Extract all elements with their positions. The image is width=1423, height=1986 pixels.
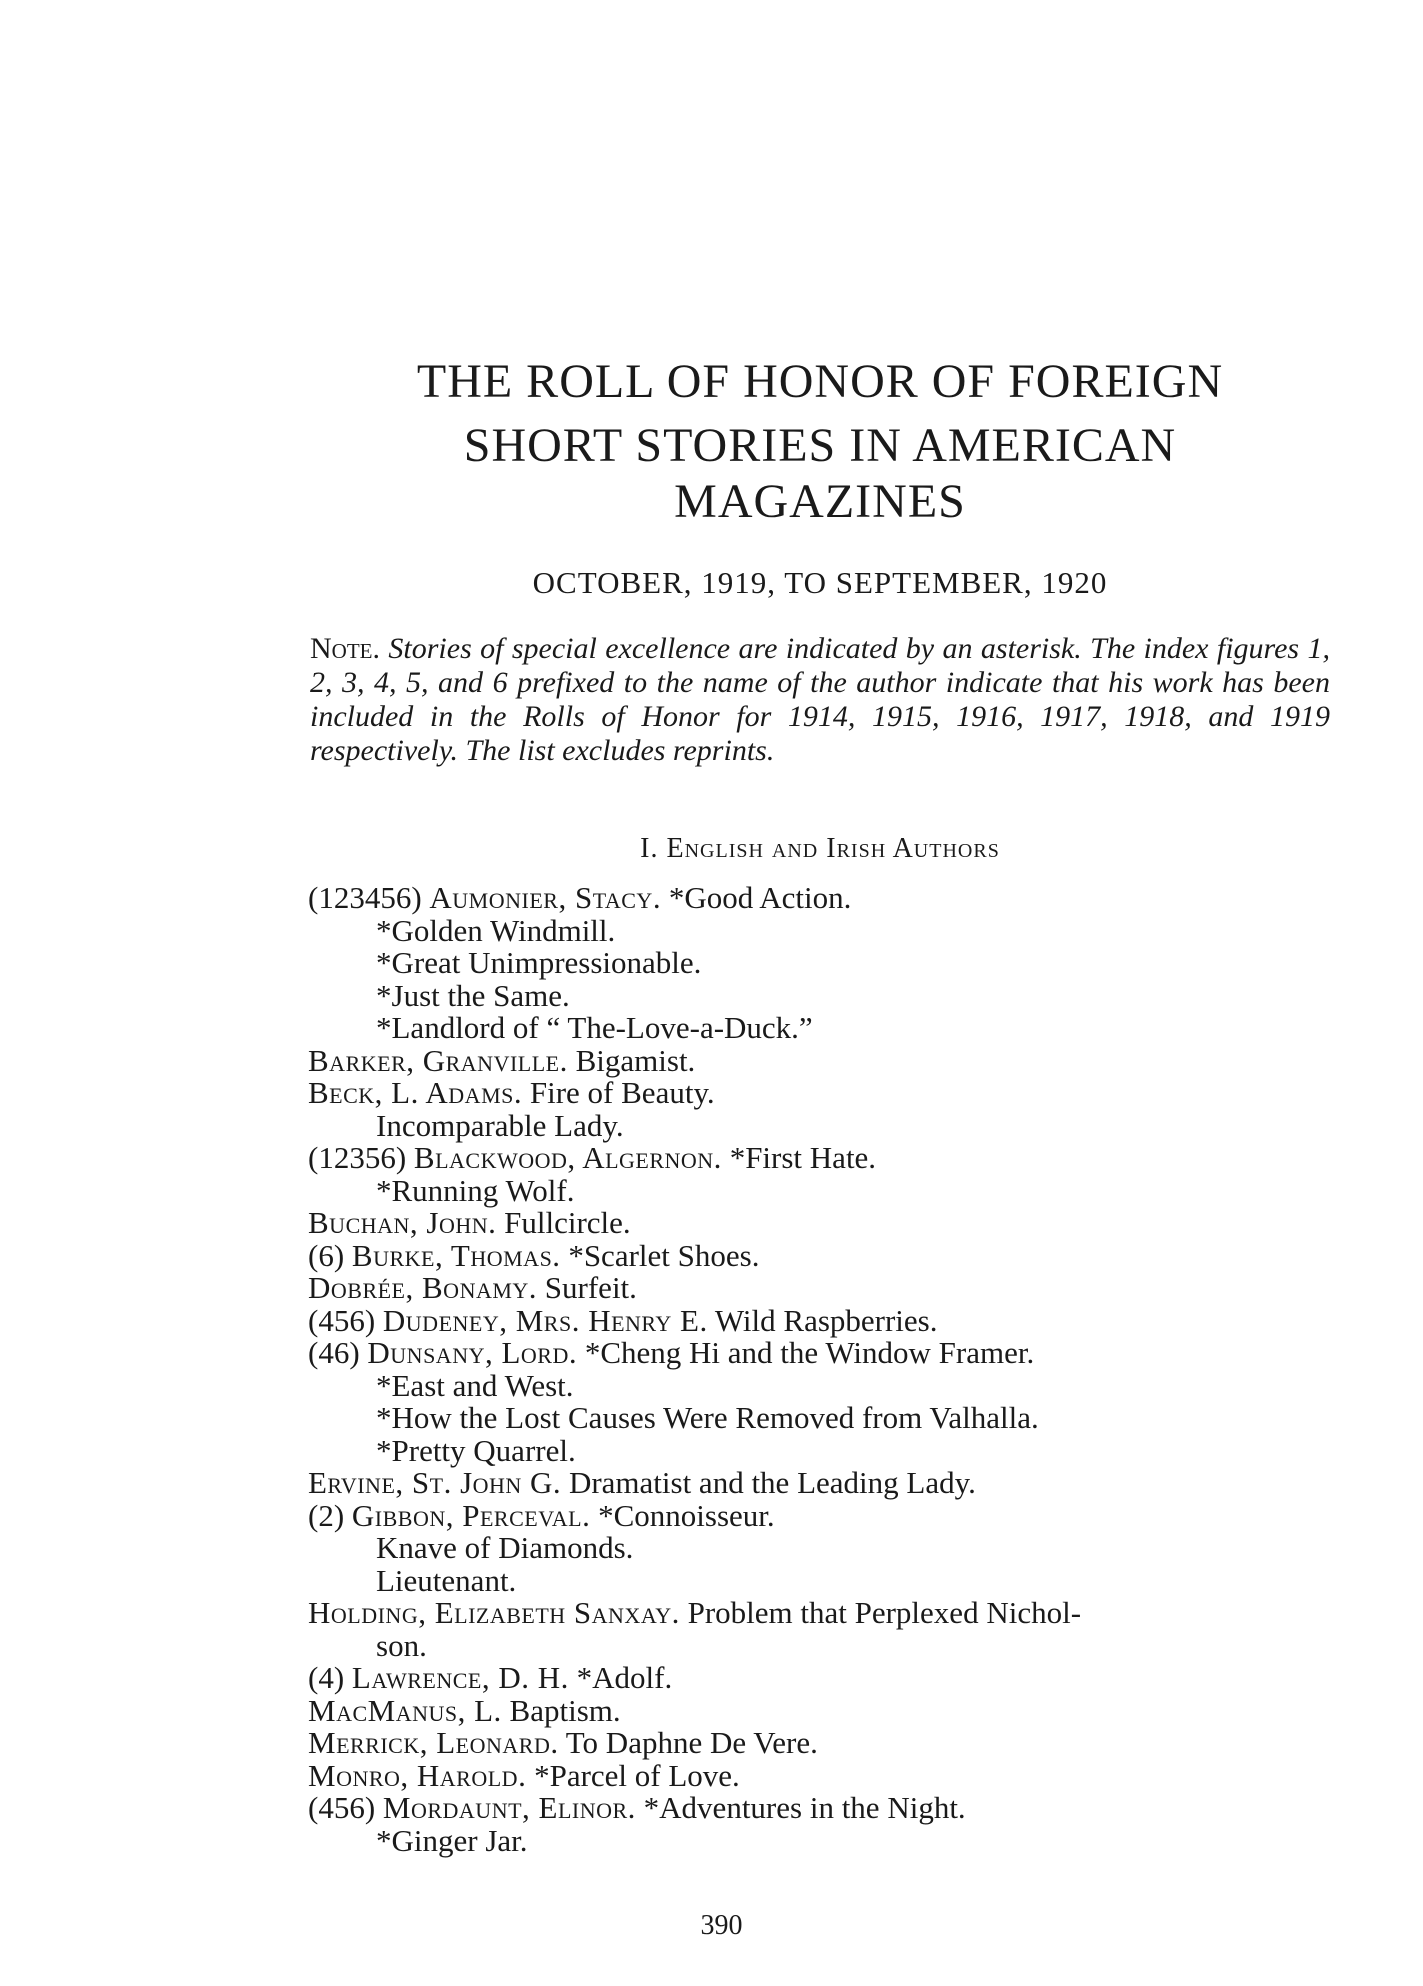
story-title: *Cheng Hi and the Window Framer. bbox=[577, 1335, 1035, 1370]
story-title: *Great Unimpressionable. bbox=[376, 945, 702, 980]
page-number: 390 bbox=[700, 1910, 743, 1941]
story-title: *Just the Same. bbox=[376, 977, 570, 1013]
author-name: Dudeney, Mrs. Henry E. bbox=[382, 1302, 708, 1338]
story-title: To Daphne De Vere. bbox=[558, 1725, 818, 1760]
author-name: Monro, Harold. bbox=[308, 1757, 527, 1793]
list-item bbox=[308, 1044, 695, 1078]
author-name: Aumonier, Stacy. bbox=[429, 880, 662, 915]
list-item bbox=[308, 1791, 966, 1825]
story-title: *Golden Windmill. bbox=[376, 912, 616, 948]
list-item bbox=[376, 946, 701, 980]
list-item bbox=[308, 1239, 759, 1273]
list-item bbox=[308, 1271, 637, 1305]
note-label: Note. bbox=[310, 632, 380, 665]
list-item bbox=[308, 1694, 621, 1728]
index-figures: (2) bbox=[308, 1497, 352, 1533]
story-title: Fire of Beauty. bbox=[522, 1075, 715, 1110]
story-title: Bigamist. bbox=[567, 1042, 696, 1078]
author-name: Holding, Elizabeth Sanxay. bbox=[308, 1595, 680, 1630]
story-title: Incomparable Lady. bbox=[376, 1107, 624, 1143]
list-item bbox=[376, 1629, 427, 1663]
list-item bbox=[376, 1824, 528, 1858]
story-title: Dramatist and the Leading Lady. bbox=[561, 1465, 976, 1500]
author-name: Merrick, Leonard. bbox=[308, 1725, 559, 1760]
author-name: Burke, Thomas. bbox=[351, 1237, 561, 1273]
list-item bbox=[308, 1661, 672, 1695]
section-heading: I. English and Irish Authors bbox=[640, 833, 1000, 864]
list-item bbox=[308, 1759, 740, 1793]
index-figures: (123456) bbox=[308, 880, 430, 915]
author-name: Ervine, St. John G. bbox=[308, 1465, 562, 1500]
list-item bbox=[308, 1466, 976, 1500]
story-title: *Ginger Jar. bbox=[376, 1822, 528, 1858]
index-figures: (4) bbox=[308, 1660, 352, 1695]
story-title: *How the Lost Causes Were Removed from Valhalla. bbox=[376, 1400, 1039, 1435]
list-item bbox=[308, 1499, 775, 1533]
story-title: *Adventures in the Night. bbox=[635, 1790, 966, 1825]
story-title: *East and West. bbox=[376, 1367, 574, 1403]
list-item bbox=[308, 881, 851, 915]
story-title: Wild Raspberries. bbox=[707, 1302, 938, 1338]
list-item bbox=[308, 1206, 631, 1240]
story-title: *Adolf. bbox=[568, 1660, 673, 1695]
story-title: Lieutenant. bbox=[376, 1562, 517, 1598]
story-title: *Pretty Quarrel. bbox=[376, 1432, 576, 1468]
author-name: Mordaunt, Elinor. bbox=[382, 1790, 636, 1825]
story-title: son. bbox=[376, 1627, 427, 1663]
author-name: Blackwood, Algernon. bbox=[413, 1140, 722, 1175]
list-item bbox=[376, 914, 615, 948]
story-title: *Good Action. bbox=[661, 880, 852, 915]
author-name: Lawrence, D. H. bbox=[351, 1660, 569, 1695]
list-item bbox=[376, 1369, 574, 1403]
story-title: Baptism. bbox=[501, 1692, 621, 1728]
list-item bbox=[376, 1174, 574, 1208]
list-item bbox=[376, 1011, 813, 1045]
page-title-line-2: SHORT STORIES IN AMERICAN bbox=[463, 419, 1177, 472]
author-name: Dobrée, Bonamy. bbox=[308, 1270, 538, 1305]
story-title: *Landlord of “ The-Love-a-Duck.” bbox=[376, 1010, 813, 1045]
author-name: Beck, L. Adams. bbox=[308, 1075, 523, 1110]
story-title: Problem that Perplexed Nichol- bbox=[679, 1595, 1082, 1630]
story-title: Knave of Diamonds. bbox=[376, 1530, 634, 1565]
list-item bbox=[376, 1401, 1039, 1435]
story-title: Surfeit. bbox=[537, 1270, 637, 1305]
list-item bbox=[376, 979, 570, 1013]
author-name: Gibbon, Perceval. bbox=[351, 1497, 591, 1533]
date-range: OCTOBER, 1919, TO SEPTEMBER, 1920 bbox=[532, 565, 1108, 600]
story-title: *Running Wolf. bbox=[376, 1172, 575, 1208]
list-item bbox=[376, 1564, 516, 1598]
list-item bbox=[308, 1304, 937, 1338]
list-item bbox=[376, 1109, 624, 1143]
author-name: Buchan, John. bbox=[308, 1205, 497, 1240]
page-title-line-1: THE ROLL OF HONOR OF FOREIGN bbox=[416, 355, 1224, 408]
list-item bbox=[376, 1531, 633, 1565]
story-title: *Parcel of Love. bbox=[526, 1757, 740, 1793]
list-item bbox=[308, 1076, 715, 1110]
story-title: *Scarlet Shoes. bbox=[560, 1237, 760, 1273]
author-name: MacManus, L. bbox=[308, 1692, 502, 1728]
index-figures: (456) bbox=[308, 1790, 383, 1825]
index-figures: (12356) bbox=[308, 1140, 414, 1175]
author-name: Barker, Granville. bbox=[308, 1042, 568, 1078]
index-figures: (6) bbox=[308, 1237, 352, 1273]
note-text: Stories of special excellence are indicated by an asterisk. The index figures 1, 2, 3, 4, 5, and 6 prefixed to the name of the author indicate that his work has been included in the Rolls of Honor for 1914, 1915, 1916, 1917, 1918, and 1919 respectively. The list excludes reprints. bbox=[310, 632, 1331, 767]
list-item bbox=[308, 1726, 818, 1760]
list-item bbox=[376, 1434, 576, 1468]
page-title-line-3: MAGAZINES bbox=[674, 475, 966, 528]
list-item bbox=[308, 1141, 876, 1175]
story-title: *First Hate. bbox=[721, 1140, 877, 1175]
note-paragraph bbox=[310, 632, 1330, 768]
index-figures: (456) bbox=[308, 1302, 383, 1338]
list-item bbox=[308, 1336, 1034, 1370]
story-title: Fullcircle. bbox=[496, 1205, 631, 1240]
index-figures: (46) bbox=[308, 1335, 368, 1370]
list-item bbox=[308, 1596, 1081, 1630]
author-name: Dunsany, Lord. bbox=[367, 1335, 578, 1370]
story-title: *Connoisseur. bbox=[590, 1497, 775, 1533]
